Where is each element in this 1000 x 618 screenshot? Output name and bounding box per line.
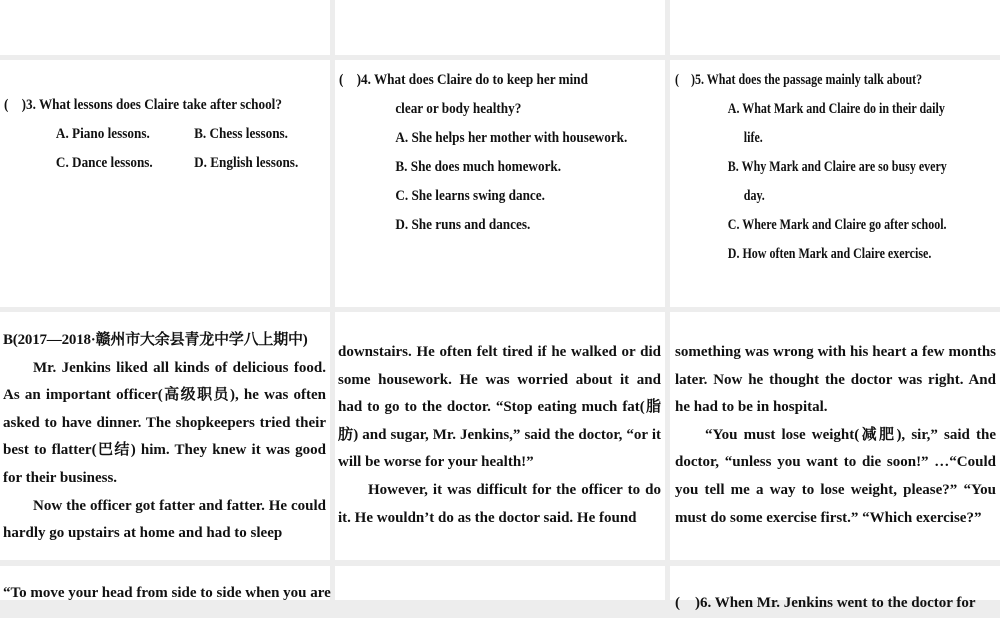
bottom-cell-3 bbox=[670, 566, 1000, 611]
question-3-number: ( )3. bbox=[4, 97, 39, 113]
option-d[interactable]: D. English lessons. bbox=[194, 155, 299, 171]
question-4-number: ( )4. bbox=[339, 72, 374, 88]
question-6-stem: ( )6. When Mr. Jenkins went to the doctor for bbox=[675, 595, 976, 611]
question-5-number: ( )5. bbox=[675, 72, 707, 88]
question-5-stem: ( )5. What does the passage mainly talk about? bbox=[675, 72, 923, 88]
question-4-panel bbox=[335, 60, 665, 307]
option-c[interactable]: C. She learns swing dance. bbox=[395, 188, 545, 204]
option-b[interactable]: B. Chess lessons. bbox=[194, 126, 288, 142]
option-c[interactable]: C. Where Mark and Claire go after school. bbox=[727, 217, 947, 233]
passage-paragraph: However, it was difficult for the officer to do it. He wouldn’t do as the doctor said. He found bbox=[338, 481, 661, 526]
option-b[interactable]: B. Why Mark and Claire are so busy every bbox=[727, 159, 947, 175]
option-d[interactable]: D. She runs and dances. bbox=[395, 217, 531, 233]
passage-paragraph: downstairs. He often felt tired if he walked or did some housework. He was worried about it and had to go to the doctor. “Stop eating much fat(脂肪) and sugar, Mr. Jenkins,” said the doctor, “or it will be worse for your health!” bbox=[338, 344, 661, 471]
option-a-cont[interactable]: life. bbox=[743, 130, 763, 146]
passage-continued-line: “To move your head from side to side when you are bbox=[3, 585, 331, 601]
question-3-options-row-2 bbox=[4, 149, 299, 178]
question-3-panel bbox=[0, 60, 330, 307]
bottom-cell-2 bbox=[335, 566, 665, 600]
option-b[interactable]: B. She does much homework. bbox=[395, 159, 562, 175]
top-cell-2 bbox=[335, 0, 665, 55]
option-c[interactable]: C. Dance lessons. bbox=[55, 155, 153, 171]
passage-column-3 bbox=[670, 312, 1000, 560]
question-4-stem: ( )4. What does Claire do to keep her mind bbox=[339, 72, 588, 88]
option-a[interactable]: A. Piano lessons. bbox=[55, 126, 150, 142]
option-a[interactable]: A. What Mark and Claire do in their daily bbox=[727, 101, 945, 117]
passage-source: B(2017—2018·赣州市大余县青龙中学八上期中) bbox=[3, 332, 308, 348]
question-3-stem: ( )3. What lessons does Claire take after school? bbox=[4, 97, 282, 113]
passage-paragraph: Mr. Jenkins liked all kinds of delicious food. As an important officer(高级职员), he was often asked to have dinner. The shopkeepers tried their best to flatter(巴结) him. They knew it was good for their business. bbox=[3, 359, 326, 486]
option-a[interactable]: A. She helps her mother with housework. bbox=[395, 130, 628, 146]
question-5-panel bbox=[670, 60, 1000, 307]
passage-column-2 bbox=[335, 312, 665, 560]
option-d[interactable]: D. How often Mark and Claire exercise. bbox=[727, 246, 932, 262]
top-cell-1 bbox=[0, 0, 330, 55]
question-4-stem-cont: clear or body healthy? bbox=[395, 101, 522, 117]
option-b-cont[interactable]: day. bbox=[743, 188, 765, 204]
passage-column-1 bbox=[0, 312, 330, 560]
passage-paragraph: something was wrong with his heart a few months later. Now he thought the doctor was right. And he had to be in hospital. bbox=[675, 344, 996, 416]
question-3-options-row-1 bbox=[4, 120, 291, 149]
top-cell-3 bbox=[670, 0, 1000, 55]
passage-paragraph: “You must lose weight(减肥), sir,” said the doctor, “unless you want to die soon!” …“Could you tell me a way to lose weight, please?” “You must do some exercise first.” “Which exercise?” bbox=[675, 426, 996, 526]
bottom-cell-1 bbox=[0, 566, 330, 600]
passage-paragraph: Now the officer got fatter and fatter. He could hardly go upstairs at home and had to sleep bbox=[3, 497, 326, 542]
